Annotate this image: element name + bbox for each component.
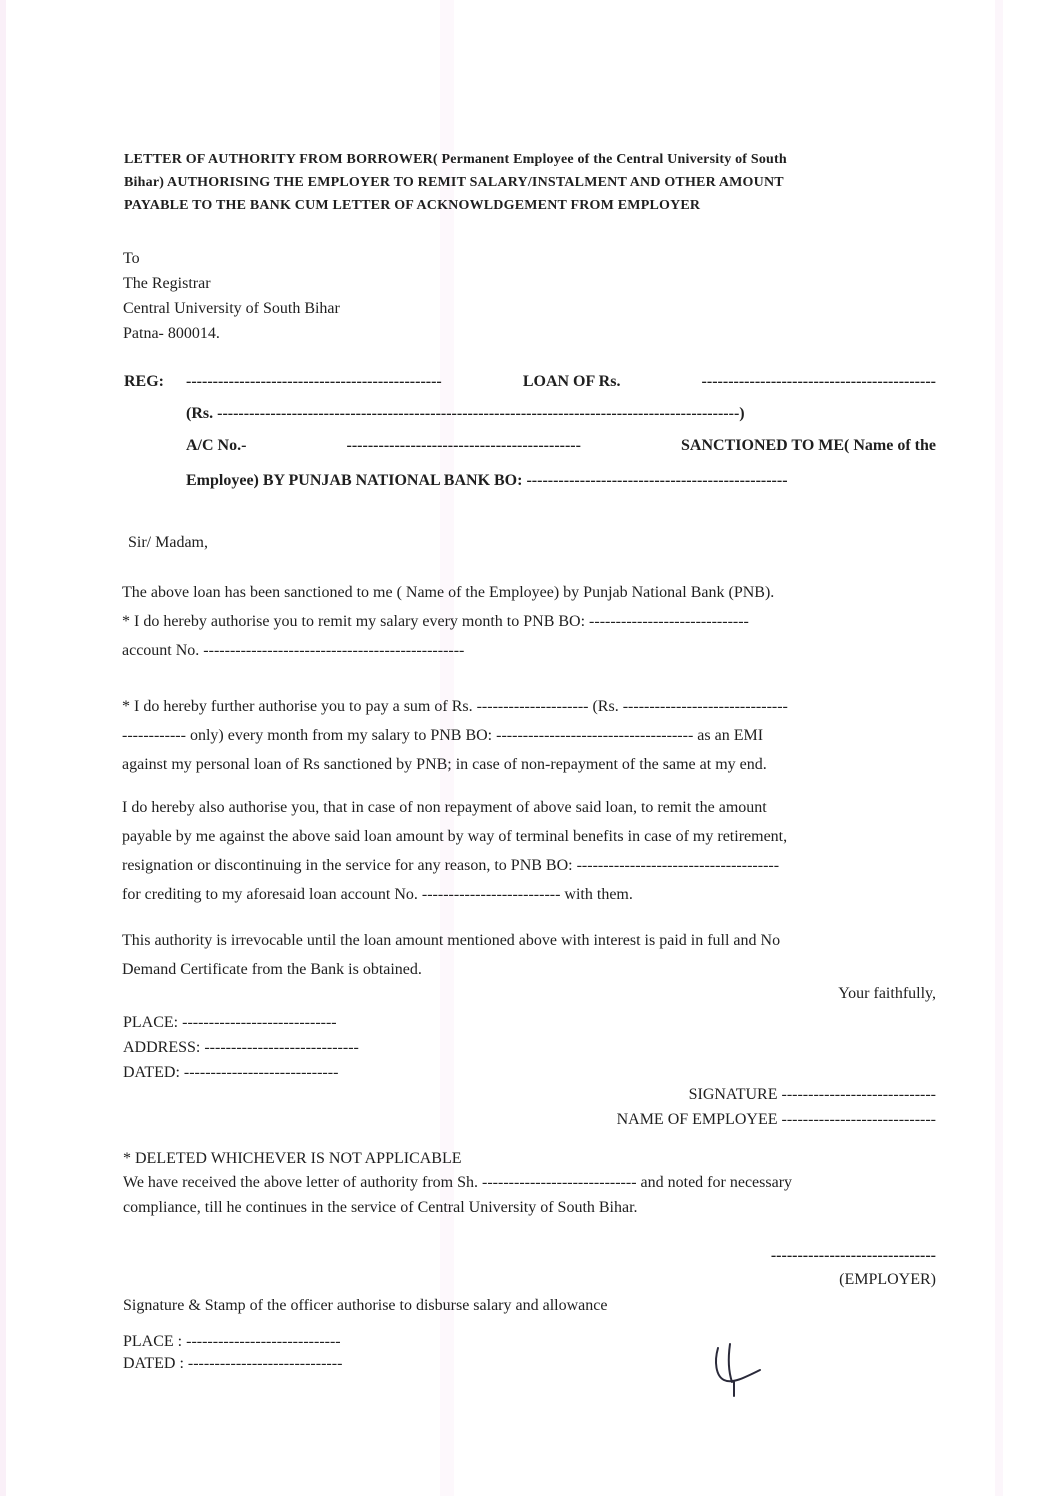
text-line: account No. ------------------------------------------------- — [122, 642, 465, 659]
title-line: LETTER OF AUTHORITY FROM BORROWER( Permanent Employee of the Central University of South — [124, 152, 787, 167]
reg-line-2: (Rs. --------------------------------------------------------------------------------------------------) — [186, 405, 745, 422]
reg-line-1 — [186, 373, 936, 391]
dash-field: ------------------------------------------------ — [186, 373, 442, 390]
letter-title — [124, 148, 936, 217]
loan-of-label: LOAN OF Rs. — [522, 373, 621, 390]
dash-field: -------------------------------------------- — [701, 373, 936, 390]
address-line: Patna- 800014. — [123, 325, 220, 342]
name-of-employee-field: NAME OF EMPLOYEE ----------------------------- — [616, 1111, 936, 1128]
employer-label: (EMPLOYER) — [839, 1271, 936, 1288]
address-to: To — [123, 250, 140, 267]
text-line: The above loan has been sanctioned to me ( Name of the Employee) by Punjab National Bank (PNB). — [122, 584, 775, 601]
employer-signature-line: ------------------------------- — [770, 1247, 936, 1264]
paragraph-1 — [122, 578, 936, 665]
text-line: payable by me against the above said loan amount by way of terminal benefits in case of my retirement, — [122, 828, 788, 845]
dated-field: DATED: ----------------------------- — [123, 1064, 339, 1081]
reg-line-3 — [186, 437, 936, 455]
sanctioned-label: SANCTIONED TO ME( Name of the — [681, 437, 936, 454]
reg-line-4: Employee) BY PUNJAB NATIONAL BANK BO: ------------------------------------------------- — [186, 472, 788, 489]
initials-signature-icon — [704, 1336, 774, 1406]
paragraph-4 — [122, 926, 936, 984]
text-line: Demand Certificate from the Bank is obtained. — [122, 961, 422, 978]
dated-field-2: DATED : ----------------------------- — [123, 1355, 343, 1372]
paragraph-3 — [122, 793, 936, 909]
address-line: The Registrar — [123, 275, 211, 292]
paragraph-2 — [122, 692, 936, 779]
address-field: ADDRESS: ----------------------------- — [123, 1039, 359, 1056]
ack-line: We have received the above letter of authority from Sh. ----------------------------- and noted for necessary — [123, 1174, 793, 1191]
ack-line: compliance, till he continues in the service of Central University of South Bihar. — [123, 1199, 638, 1216]
title-line: Bihar) AUTHORISING THE EMPLOYER TO REMIT SALARY/INSTALMENT AND OTHER AMOUNT — [124, 175, 784, 190]
address-line: Central University of South Bihar — [123, 300, 340, 317]
deleted-note: * DELETED WHICHEVER IS NOT APPLICABLE — [123, 1150, 462, 1167]
text-line: * I do hereby authorise you to remit my salary every month to PNB BO: ------------------------------ — [122, 613, 749, 630]
salutation: Sir/ Madam, — [128, 534, 208, 551]
reg-label: REG: — [124, 373, 164, 390]
closing: Your faithfully, — [838, 985, 936, 1002]
text-line: * I do hereby further authorise you to pay a sum of Rs. --------------------- (Rs. ------------------------------- — [122, 698, 788, 715]
text-line: This authority is irrevocable until the loan amount mentioned above with interest is paid in full and No — [122, 932, 781, 949]
place-field: PLACE: ----------------------------- — [123, 1014, 337, 1031]
stamp-note: Signature & Stamp of the officer authorise to disburse salary and allowance — [123, 1297, 608, 1314]
signature-field: SIGNATURE ----------------------------- — [688, 1086, 936, 1103]
dash-field: -------------------------------------------- — [346, 437, 581, 454]
text-line: resignation or discontinuing in the service for any reason, to PNB BO: -------------------------------------- — [122, 857, 780, 874]
text-line: I do hereby also authorise you, that in case of non repayment of above said loan, to remit the amount — [122, 799, 767, 816]
text-line: against my personal loan of Rs sanctioned by PNB; in case of non-repayment of the same at my end. — [122, 756, 767, 773]
place-field-2: PLACE : ----------------------------- — [123, 1333, 341, 1350]
account-no-label: A/C No.- — [186, 437, 247, 454]
recipient-address — [123, 246, 340, 346]
title-line: PAYABLE TO THE BANK CUM LETTER OF ACKNOWLDGEMENT FROM EMPLOYER — [124, 198, 701, 213]
text-line: for crediting to my aforesaid loan account No. -------------------------- with them. — [122, 886, 633, 903]
text-line: ------------ only) every month from my salary to PNB BO: ------------------------------------- as an EMI — [122, 727, 764, 744]
